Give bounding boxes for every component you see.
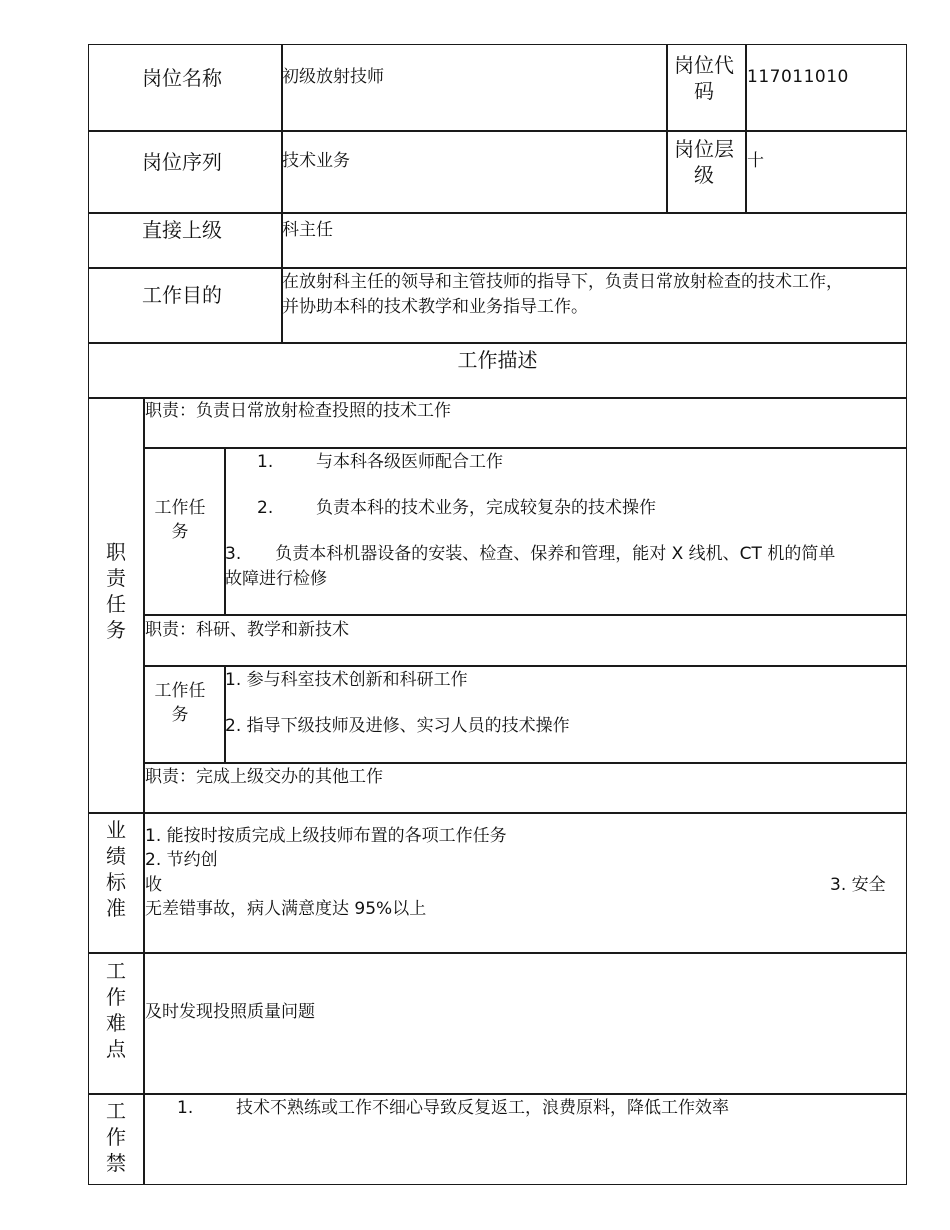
duty-1-title: 职责：负责日常放射检查投照的技术工作	[145, 401, 451, 421]
duty-1-task-3-line-2: 故障进行检修	[225, 569, 327, 589]
performance-label: 业绩标准	[106, 818, 126, 920]
row-divider	[144, 614, 907, 616]
duty-1-task-2-num: 2.	[257, 498, 274, 518]
prohibition-item-1-num: 1.	[177, 1098, 194, 1118]
position-level-value: 十	[747, 151, 764, 171]
row-divider	[88, 130, 907, 132]
duty-1-task-1-num: 1.	[257, 452, 274, 472]
duty-1-task-label: 工作任务	[154, 498, 206, 542]
duty-2-title: 职责：科研、教学和新技术	[145, 620, 349, 640]
duty-2-task-1: 1. 参与科室技术创新和科研工作	[225, 670, 468, 690]
purpose-line-2: 并协助本科的技术教学和业务指导工作。	[282, 297, 588, 317]
purpose-line-1: 在放射科主任的领导和主管技师的指导下，负责日常放射检查的技术工作，	[282, 272, 843, 292]
position-level-label: 岗位层级	[674, 137, 734, 187]
performance-line-3-right: 3. 安全	[830, 875, 886, 895]
supervisor-value: 科主任	[282, 220, 333, 240]
position-name-label: 岗位名称	[142, 66, 222, 90]
duty-1-task-3-line-1: 3. 负责本科机器设备的安装、检查、保养和管理，能对 X 线机、CT 机的简单	[225, 544, 836, 564]
description-title: 工作描述	[457, 348, 538, 372]
duty-2-task-label: 工作任务	[154, 681, 206, 725]
duties-section-label: 职责任务	[106, 540, 126, 642]
position-code-label: 岗位代码	[674, 53, 734, 103]
duty-1-task-2: 负责本科的技术业务，完成较复杂的技术操作	[316, 498, 656, 518]
position-code-value: 117011010	[747, 67, 849, 87]
difficulty-text: 及时发现投照质量问题	[145, 1002, 315, 1022]
duty-3-title: 职责：完成上级交办的其他工作	[145, 767, 383, 787]
column-divider	[666, 44, 668, 212]
prohibition-label: 工作禁	[106, 1099, 126, 1175]
difficulty-label: 工作难点	[106, 959, 126, 1061]
performance-line-3-left: 收	[145, 875, 162, 895]
duty-1-task-1: 与本科各级医师配合工作	[316, 452, 503, 472]
position-name-value: 初级放射技师	[282, 67, 384, 87]
row-divider	[88, 952, 907, 954]
position-sequence-label: 岗位序列	[142, 150, 222, 174]
row-divider	[88, 267, 907, 269]
prohibition-item-1: 技术不熟练或工作不细心导致反复返工，浪费原料，降低工作效率	[236, 1098, 729, 1118]
row-divider	[88, 212, 907, 214]
column-divider	[143, 397, 145, 1185]
row-divider	[88, 1093, 907, 1095]
performance-line-4: 无差错事故，病人满意度达 95%以上	[145, 899, 427, 919]
row-divider	[144, 665, 907, 667]
purpose-label: 工作目的	[142, 283, 222, 307]
duty-2-task-2: 2. 指导下级技师及进修、实习人员的技术操作	[225, 716, 570, 736]
performance-line-1: 1. 能按时按质完成上级技师布置的各项工作任务	[145, 826, 507, 846]
row-divider	[144, 762, 907, 764]
row-divider	[88, 342, 907, 344]
performance-line-2: 2. 节约创	[145, 850, 218, 870]
position-sequence-value: 技术业务	[282, 151, 350, 171]
supervisor-label: 直接上级	[142, 218, 222, 242]
row-divider	[144, 447, 907, 449]
row-divider	[88, 812, 907, 814]
